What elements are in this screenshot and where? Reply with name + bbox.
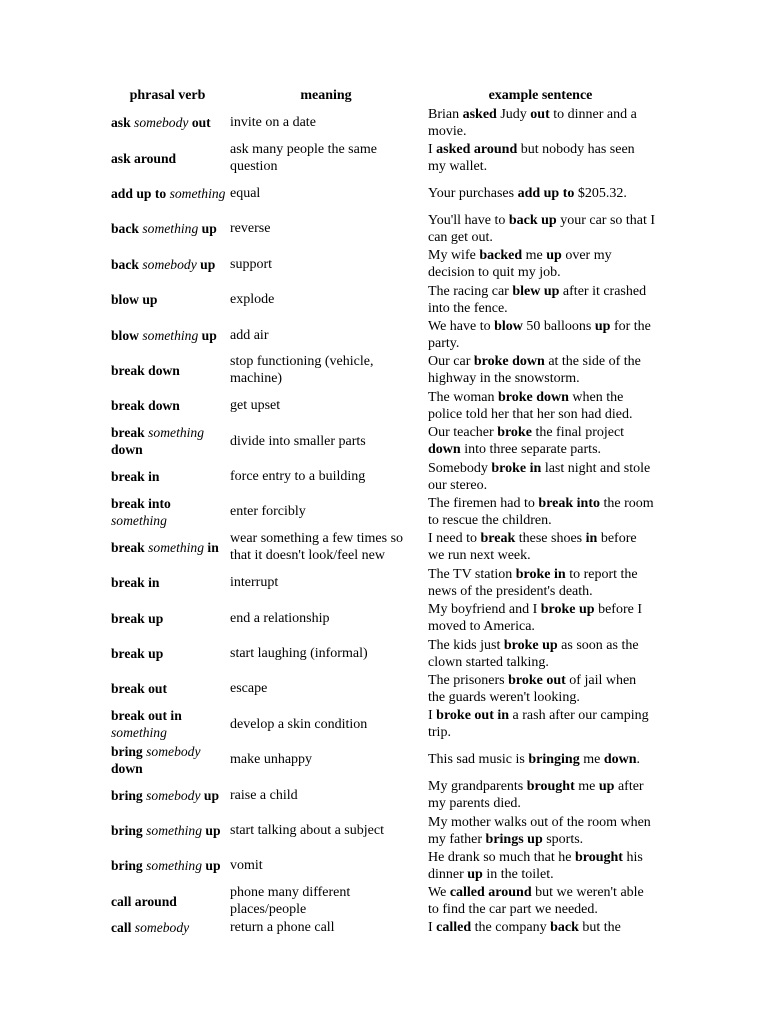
bold-text: break up xyxy=(111,646,164,662)
text-run: The kids just xyxy=(428,637,504,653)
meaning-cell: develop a skin condition xyxy=(230,716,368,732)
text-run: the company xyxy=(471,919,551,935)
example-sentence-cell xyxy=(425,105,656,140)
example-sentence-cell xyxy=(425,388,656,423)
table-row xyxy=(108,176,656,211)
phrasal-verb-cell xyxy=(108,636,227,671)
text-run: as soon as the clown started talking. xyxy=(428,637,639,670)
bold-text: bringing xyxy=(528,752,580,768)
bold-text: up xyxy=(200,787,220,803)
example-sentence-cell xyxy=(425,600,656,635)
bold-text: in xyxy=(204,539,219,555)
text-run: My grandparents xyxy=(428,779,527,795)
bold-text: up xyxy=(202,858,221,874)
italic-text: somebody xyxy=(142,256,197,272)
table-row xyxy=(108,282,656,317)
example-sentence-cell xyxy=(425,140,656,175)
text-run: after my parents died. xyxy=(428,779,644,812)
text-run: Our teacher xyxy=(428,425,498,441)
example-sentence-cell xyxy=(425,777,656,812)
bold-text: broke down xyxy=(473,354,545,370)
text-run: but the xyxy=(578,919,621,935)
text-run: My wife xyxy=(428,248,480,264)
text-run: The firemen had to xyxy=(428,495,539,511)
meaning-cell: interrupt xyxy=(230,575,279,591)
table-row xyxy=(108,494,656,529)
meaning-cell: start talking about a subject xyxy=(230,823,384,838)
text-run: his dinner xyxy=(428,849,643,882)
table-row xyxy=(108,388,656,423)
bold-text: break xyxy=(111,425,149,441)
table-body xyxy=(108,105,656,939)
phrasal-verb-table xyxy=(108,86,656,939)
table-row xyxy=(108,211,656,246)
bold-text: broke in xyxy=(491,460,542,476)
bold-text: down xyxy=(111,442,143,458)
phrasal-verb-cell xyxy=(108,742,227,777)
example-sentence-cell xyxy=(425,424,656,459)
bold-text: asked around xyxy=(436,142,518,158)
phrasal-verb-cell xyxy=(108,919,227,939)
text-run: We xyxy=(428,885,450,901)
text-run: The prisoners xyxy=(428,672,509,688)
table-row xyxy=(108,777,656,812)
example-sentence-cell xyxy=(425,353,656,388)
text-run: but nobody has seen my wallet. xyxy=(428,142,635,175)
phrasal-verb-cell xyxy=(108,176,227,211)
meaning-cell: invite on a date xyxy=(230,115,316,131)
example-sentence-cell xyxy=(425,530,656,565)
table-row xyxy=(108,707,656,742)
example-sentence-cell xyxy=(425,247,656,282)
meaning-cell: explode xyxy=(230,292,275,308)
bold-text: break out xyxy=(111,681,168,697)
text-run: I xyxy=(428,708,437,724)
bold-text: add up to xyxy=(517,185,575,201)
text-run: 50 balloons xyxy=(522,319,595,335)
bold-text: back xyxy=(550,919,579,935)
italic-text: somebody xyxy=(146,743,201,759)
bold-text: broke out in xyxy=(436,708,510,724)
example-sentence-cell xyxy=(425,884,656,919)
bold-text: brought xyxy=(574,849,623,865)
meaning-cell: phone many different places/people xyxy=(230,885,351,918)
meaning-cell: raise a child xyxy=(230,787,298,803)
bold-text: call around xyxy=(111,893,177,909)
text-run: We have to xyxy=(428,319,495,335)
phrasal-verb-cell xyxy=(108,494,227,529)
text-run: me xyxy=(522,248,547,264)
text-run: $205.32. xyxy=(574,185,627,201)
bold-text: down xyxy=(428,442,461,458)
text-run: The TV station xyxy=(428,566,516,582)
text-run: at the side of the highway in the snowstorm. xyxy=(428,354,641,387)
bold-text: up xyxy=(196,256,216,272)
text-run: I xyxy=(428,919,437,935)
bold-text: break xyxy=(480,531,516,547)
meaning-cell: get upset xyxy=(230,398,281,414)
table-row xyxy=(108,317,656,352)
text-run: last night and stole our stereo. xyxy=(428,460,651,493)
table-row xyxy=(108,848,656,883)
table-row xyxy=(108,565,656,600)
bold-text: broke down xyxy=(497,389,569,405)
italic-text: something xyxy=(111,725,167,741)
phrasal-verb-cell xyxy=(108,424,227,459)
bold-text: bring xyxy=(111,743,147,759)
table-row xyxy=(108,353,656,388)
example-sentence-cell xyxy=(425,317,656,352)
text-run: My boyfriend and I xyxy=(428,602,541,618)
phrasal-verb-cell xyxy=(108,707,227,742)
bold-text: bring xyxy=(111,858,147,874)
text-run: I xyxy=(428,142,437,158)
bold-text: brought xyxy=(526,779,575,795)
example-sentence-cell xyxy=(425,459,656,494)
bold-text: break xyxy=(111,539,149,555)
meaning-cell: equal xyxy=(230,185,261,201)
text-run: these shoes xyxy=(515,531,586,547)
phrasal-verb-cell xyxy=(108,777,227,812)
phrasal-verb-cell xyxy=(108,884,227,919)
meaning-cell: end a relationship xyxy=(230,610,330,626)
italic-text: something xyxy=(142,327,199,343)
example-sentence-cell xyxy=(425,707,656,742)
text-run: . xyxy=(636,752,640,768)
text-run: before we run next week. xyxy=(428,531,637,564)
text-run: Our car xyxy=(428,354,474,370)
meaning-cell: force entry to a building xyxy=(230,469,366,485)
text-run: before I moved to America. xyxy=(428,602,643,635)
bold-text: break down xyxy=(111,398,180,414)
bold-text: backed xyxy=(479,248,523,264)
table-row xyxy=(108,140,656,175)
text-run: for the party. xyxy=(428,319,651,352)
example-sentence-cell xyxy=(425,919,656,939)
phrasal-verb-cell xyxy=(108,459,227,494)
bold-text: in xyxy=(585,531,598,547)
table-row xyxy=(108,600,656,635)
header-phrasal-verb: phrasal verb xyxy=(129,87,206,103)
bold-text: called around xyxy=(449,885,532,901)
italic-text: something xyxy=(148,539,205,555)
meaning-cell: enter forcibly xyxy=(230,504,306,520)
text-run: Brian xyxy=(428,106,463,122)
text-run: Somebody xyxy=(428,460,492,476)
table-row xyxy=(108,459,656,494)
header-meaning: meaning xyxy=(300,87,352,103)
bold-text: broke up xyxy=(540,602,595,618)
example-sentence-cell xyxy=(425,848,656,883)
meaning-cell: vomit xyxy=(230,858,263,874)
bold-text: up xyxy=(546,248,562,264)
bold-text: bring xyxy=(111,787,147,803)
bold-text: down xyxy=(603,752,637,768)
example-sentence-cell xyxy=(425,671,656,706)
text-run: to report the news of the president's death. xyxy=(428,566,638,599)
meaning-cell: wear something a few times so that it doesn't look/feel new xyxy=(230,531,404,564)
table-row xyxy=(108,105,656,140)
phrasal-verb-cell xyxy=(108,565,227,600)
italic-text: something xyxy=(111,512,167,528)
italic-text: somebody xyxy=(146,787,201,803)
meaning-cell: escape xyxy=(230,681,268,697)
phrasal-verb-sheet xyxy=(108,86,668,939)
text-run: but we weren't able to find the car part we needed. xyxy=(428,885,644,918)
phrasal-verb-cell xyxy=(108,211,227,246)
bold-text: up xyxy=(467,866,483,882)
bold-text: break in xyxy=(111,575,160,591)
phrasal-verb-cell xyxy=(108,671,227,706)
bold-text: back xyxy=(111,221,143,237)
text-run: to dinner and a movie. xyxy=(428,106,637,139)
bold-text: back xyxy=(111,256,143,272)
bold-text: broke in xyxy=(515,566,566,582)
phrasal-verb-cell xyxy=(108,247,227,282)
bold-text: break into xyxy=(111,495,171,511)
example-sentence-cell xyxy=(425,742,656,777)
bold-text: down xyxy=(111,760,143,776)
example-sentence-cell xyxy=(425,176,656,211)
table-row xyxy=(108,742,656,777)
table-row xyxy=(108,530,656,565)
text-run: He drank so much that he xyxy=(428,849,575,865)
italic-text: somebody xyxy=(134,919,190,935)
example-sentence-cell xyxy=(425,494,656,529)
italic-text: something xyxy=(146,823,203,838)
meaning-cell: start laughing (informal) xyxy=(230,646,368,662)
bold-text: asked xyxy=(462,106,497,122)
meaning-cell: reverse xyxy=(230,221,271,237)
bold-text: called xyxy=(436,919,472,935)
bold-text: out xyxy=(530,106,550,122)
text-run: a rash after our camping trip. xyxy=(428,708,649,741)
bold-text: break into xyxy=(538,495,600,511)
table-row xyxy=(108,919,656,939)
bold-text: blow up xyxy=(111,292,158,308)
table-row xyxy=(108,671,656,706)
phrasal-verb-cell xyxy=(108,848,227,883)
phrasal-verb-cell xyxy=(108,353,227,388)
table-row xyxy=(108,247,656,282)
header-example-sentence: example sentence xyxy=(488,87,593,103)
phrasal-verb-cell xyxy=(108,813,227,848)
bold-text: blow xyxy=(111,327,143,343)
bold-text: out xyxy=(188,115,211,131)
meaning-cell: make unhappy xyxy=(230,752,313,768)
text-run: in the toilet. xyxy=(482,866,554,882)
bold-text: break in xyxy=(111,469,160,485)
example-sentence-cell xyxy=(425,813,656,848)
text-run: The racing car xyxy=(428,283,513,299)
text-run: I need to xyxy=(428,531,481,547)
text-run: You'll have to xyxy=(428,212,509,228)
phrasal-verb-cell xyxy=(108,140,227,175)
bold-text: broke up xyxy=(503,637,558,653)
text-run: sports. xyxy=(542,831,584,847)
text-run: me xyxy=(579,752,604,768)
text-run: when the police told her that her son had died. xyxy=(428,389,633,422)
meaning-cell: support xyxy=(230,256,272,272)
text-run: into three separate parts. xyxy=(460,442,602,458)
bold-text: blew up xyxy=(512,283,560,299)
example-sentence-cell xyxy=(425,211,656,246)
phrasal-verb-cell xyxy=(108,282,227,317)
meaning-cell: stop functioning (vehicle, machine) xyxy=(230,354,374,387)
text-run: of jail when the guards weren't looking. xyxy=(428,672,637,705)
phrasal-verb-cell xyxy=(108,530,227,565)
bold-text: blow xyxy=(494,319,523,335)
text-run: me xyxy=(574,779,599,795)
bold-text: broke xyxy=(497,425,532,441)
table-row xyxy=(108,884,656,919)
meaning-cell: divide into smaller parts xyxy=(230,433,366,449)
example-sentence-cell xyxy=(425,565,656,600)
text-run: after it crashed into the fence. xyxy=(428,283,647,316)
text-run: The woman xyxy=(428,389,498,405)
bold-text: bring xyxy=(111,823,147,838)
text-run: your car so that I can get out. xyxy=(428,212,656,245)
text-run: Judy xyxy=(496,106,531,122)
bold-text: back up xyxy=(508,212,557,228)
bold-text: ask around xyxy=(111,150,177,166)
bold-text: up xyxy=(594,319,611,335)
italic-text: something xyxy=(146,858,203,874)
bold-text: up xyxy=(198,221,217,237)
table-row xyxy=(108,636,656,671)
italic-text: something xyxy=(169,185,226,201)
bold-text: up xyxy=(598,779,615,795)
meaning-cell: add air xyxy=(230,327,269,343)
table-row xyxy=(108,424,656,459)
phrasal-verb-cell xyxy=(108,600,227,635)
italic-text: something xyxy=(142,221,199,237)
bold-text: broke out xyxy=(508,672,566,688)
meaning-cell: ask many people the same question xyxy=(230,142,377,175)
bold-text: break out in xyxy=(111,708,182,724)
text-run: the final project xyxy=(531,425,625,441)
text-run: the room to rescue the children. xyxy=(428,495,654,528)
example-sentence-cell xyxy=(425,282,656,317)
text-run: My mother walks out of the room when my father xyxy=(428,814,651,847)
bold-text: break down xyxy=(111,362,180,378)
phrasal-verb-cell xyxy=(108,317,227,352)
phrasal-verb-cell xyxy=(108,388,227,423)
text-run: over my decision to quit my job. xyxy=(428,248,612,281)
text-run: Your purchases xyxy=(428,185,518,201)
bold-text: break up xyxy=(111,610,164,626)
bold-text: ask xyxy=(111,115,135,131)
example-sentence-cell xyxy=(425,636,656,671)
meaning-cell: return a phone call xyxy=(230,919,335,935)
italic-text: something xyxy=(148,425,205,441)
bold-text: brings up xyxy=(485,831,543,847)
phrasal-verb-cell xyxy=(108,105,227,140)
text-run: This sad music is xyxy=(428,752,529,768)
bold-text: up xyxy=(198,327,217,343)
bold-text: call xyxy=(111,919,135,935)
header-row xyxy=(108,86,656,105)
bold-text: up xyxy=(202,823,221,838)
bold-text: add up to xyxy=(111,185,170,201)
italic-text: somebody xyxy=(134,115,189,131)
table-row xyxy=(108,813,656,848)
